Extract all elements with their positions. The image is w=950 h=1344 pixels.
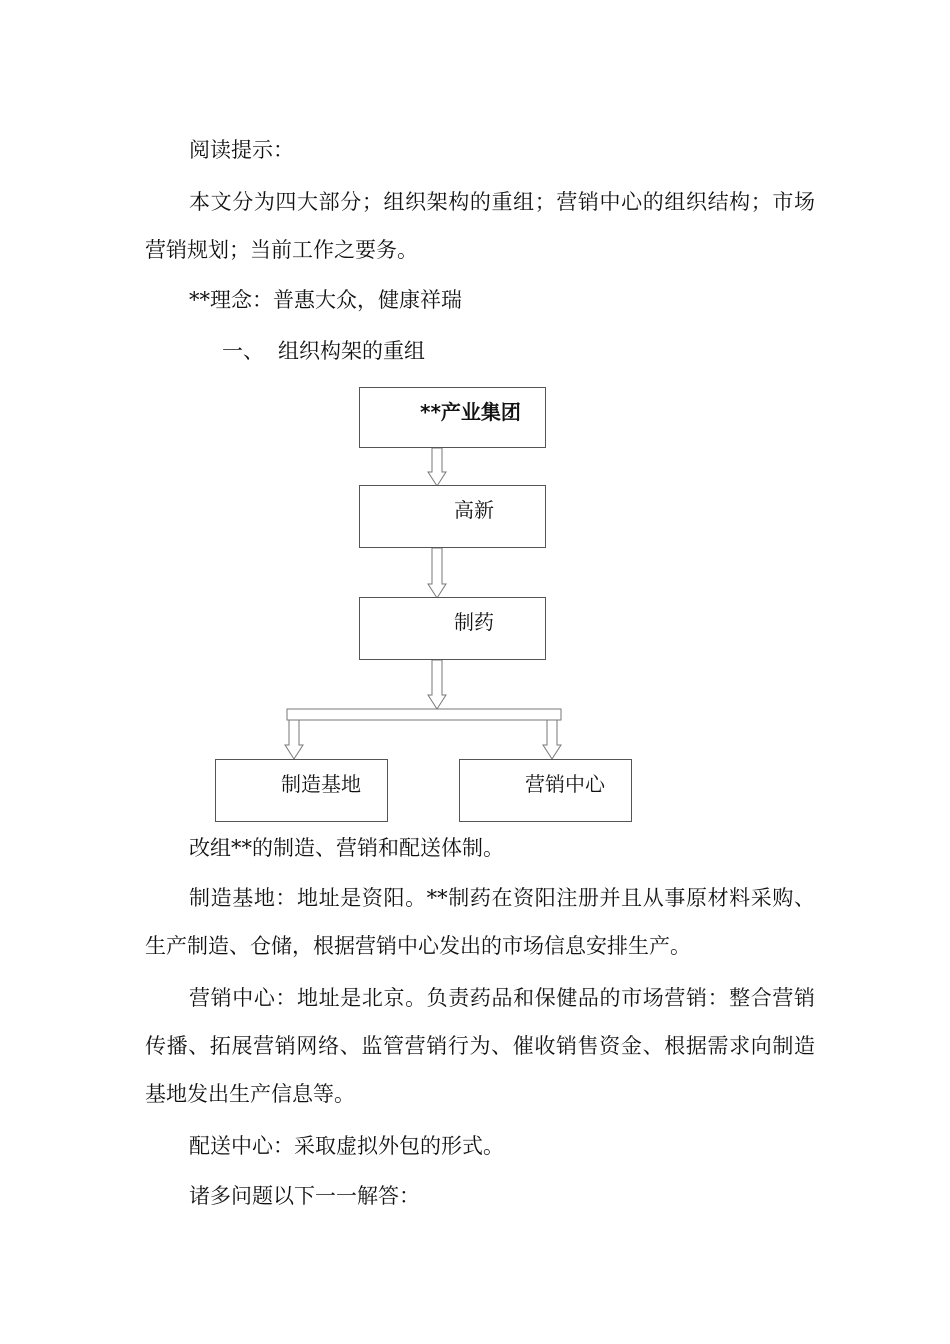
org-node-group-label: **产业集团	[420, 400, 521, 424]
org-node-gaoxin-label: 高新	[454, 498, 494, 522]
body-paragraph-3: 营销中心：地址是北京。负责药品和保健品的市场营销：整合营销传播、拓展营销网络、监管营销行为、催收销售资金、根据需求向制造基地发出生产信息等。	[145, 986, 815, 1106]
org-node-manufacturing	[215, 759, 388, 822]
org-node-marketing-label: 营销中心	[525, 772, 605, 796]
org-node-pharma-label: 制药	[454, 610, 494, 634]
body-paragraph-1: 改组**的制造、营销和配送体制。	[189, 836, 504, 860]
concept-line: **理念：普惠大众，健康祥瑞	[189, 288, 462, 312]
arrow-down-icon	[285, 720, 303, 759]
arrow-down-icon	[428, 660, 446, 709]
arrow-down-icon	[543, 720, 561, 759]
org-node-group	[359, 387, 546, 448]
section-number: 一、	[222, 339, 264, 363]
body-paragraph-4: 配送中心：采取虚拟外包的形式。	[189, 1134, 504, 1158]
org-node-gaoxin	[359, 485, 546, 548]
org-node-pharma	[359, 597, 546, 660]
org-node-marketing	[459, 759, 632, 822]
split-bar	[287, 709, 561, 720]
org-node-manufacturing-label: 制造基地	[281, 772, 361, 796]
arrow-down-icon	[428, 448, 446, 486]
section-title: 组织构架的重组	[278, 339, 425, 363]
reading-tip-summary: 本文分为四大部分；组织架构的重组；营销中心的组织结构；市场营销规划；当前工作之要务。	[145, 190, 815, 262]
arrow-down-icon	[428, 548, 446, 598]
body-paragraph-2: 制造基地：地址是资阳。**制药在资阳注册并且从事原材料采购、生产制造、仓储，根据营销中心发出的市场信息安排生产。	[145, 886, 815, 958]
reading-tip-heading: 阅读提示：	[189, 138, 294, 162]
body-paragraph-5: 诸多问题以下一一解答：	[189, 1184, 420, 1208]
